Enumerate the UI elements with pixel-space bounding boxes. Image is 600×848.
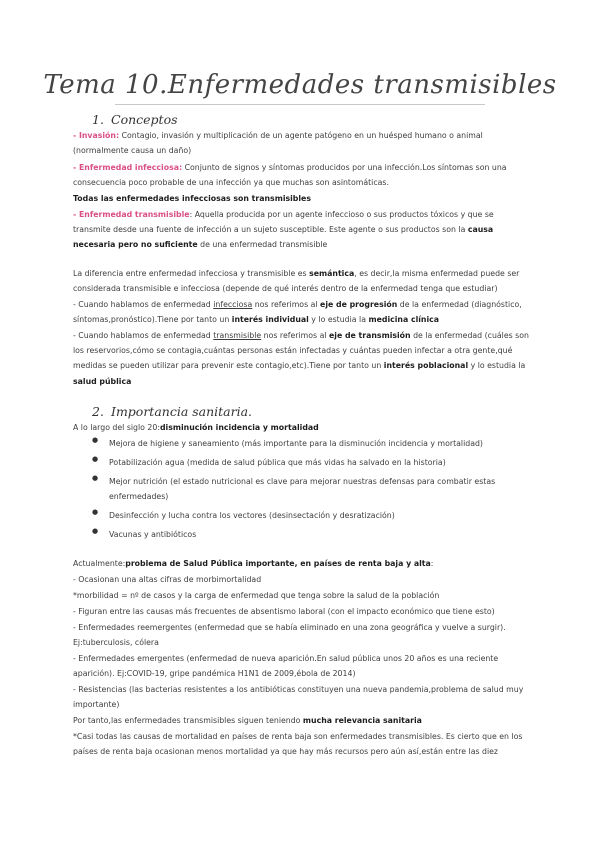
text-invasion: Contagio, invasión y multiplicación de un agente patógeno en un huésped humano o animal (normalmente causa un daño) — [73, 131, 483, 156]
section-1-heading: Conceptos — [111, 112, 178, 127]
title-underline — [115, 104, 485, 105]
relevance-bold: mucha relevancia sanitaria — [302, 716, 422, 725]
list-item: Mejora de higiene y saneamiento (más importante para la disminución incidencia y mortalidad) — [109, 439, 483, 448]
diff-b-bold2: interés individual — [231, 315, 309, 325]
text-transmissible-1: : Aquella producida por un agente infeccioso o sus productos tóxicos y que se transmite desde una fuente de infección a un sujeto susceptible. Este agente o sus productos son la — [73, 210, 494, 235]
diff-c4: y lo estudia la — [468, 361, 526, 371]
line-resistance: - Resistencias (las bacterias resistentes a los antibióticas constituyen una nueva pandemia,problema de salud muy importante) — [73, 685, 524, 710]
currently-statement — [73, 556, 533, 571]
list-item: Potabilización agua (medida de salud pública que más vidas ha salvado en la historia) — [109, 458, 446, 467]
currently-label: Actualmente: — [73, 559, 126, 568]
diff-c-bold1: eje de transmisión — [329, 331, 411, 340]
diff-a1: La diferencia entre enfermedad infecciosa y transmisible es — [73, 269, 310, 278]
definition-invasion — [73, 128, 533, 158]
list-item: Mejor nutrición (el estado nutricional es clave para mejorar nuestras defensas para combatir estas enfermedades) — [109, 477, 496, 502]
section-2-heading: Importancia sanitaria. — [111, 404, 253, 419]
section-2-intro — [73, 420, 533, 435]
line-reemerging: - Enfermedades reemergentes (enfermedad que se había eliminado en una zona geográfica y vuelve a surgir). Ej:tuberculosis, cólera — [73, 623, 506, 648]
paragraph-difference — [73, 266, 533, 296]
diff-c2: nos referimos al — [261, 331, 329, 340]
section-2-number: 2. — [92, 404, 104, 419]
list-item: Vacunas y antibióticos — [109, 530, 197, 539]
definition-infectious — [73, 160, 533, 190]
line-relevance — [73, 713, 533, 728]
diff-a2: , es decir,la misma enfermedad puede ser considerada transmisible e infecciosa (depende de qué interés dentro de la enfermedad tenga que estudiar) — [73, 269, 520, 294]
line-absenteeism: - Figuran entre las causas más frecuentes de absentismo laboral (con el impacto económico que tiene esto) — [73, 607, 495, 616]
text-transmissible-2: de una enfermedad transmisible — [197, 240, 328, 250]
term-infectious: - Enfermedad infecciosa: — [73, 163, 183, 172]
diff-b4: y lo estudia la — [308, 315, 369, 325]
diff-c-bold2: interés poblacional — [383, 361, 469, 371]
term-invasion: - Invasión: — [73, 131, 120, 140]
diff-b-bold1: eje de progresión — [320, 300, 398, 309]
paragraph-transmission-axis — [73, 328, 533, 389]
line-morbimortality: - Ocasionan una altas cifras de morbimortalidad — [73, 575, 262, 584]
intro-text: A lo largo del siglo 20: — [73, 423, 160, 432]
diff-c-bold3: salud pública — [73, 376, 132, 386]
line-morbidity: *morbilidad = nº de casos y la carga de enfermedad que tenga sobre la salud de la población — [73, 591, 440, 600]
relevance-text: Por tanto,las enfermedades transmisibles siguen teniendo — [73, 716, 303, 725]
diff-c-underline: transmisible — [213, 331, 262, 340]
diff-b-bold3: medicina clínica — [368, 315, 440, 325]
bullet-dot: ● — [92, 474, 99, 482]
currently-colon: : — [430, 559, 434, 568]
intro-bold: disminución incidencia y mortalidad — [159, 423, 319, 432]
text-infectious: Conjunto de signos y síntomas producidos por una infección.Los síntomas son una consecuencia poco probable de una infección ya que muchas son asintomáticas. — [73, 163, 507, 188]
term-transmissible: - Enfermedad transmisible — [73, 210, 190, 219]
bold-statement: Todas las enfermedades infecciosas son transmisibles — [73, 194, 311, 203]
paragraph-infectious-axis — [73, 297, 533, 327]
bullet-dot: ● — [92, 436, 99, 444]
line-mortality-note: *Casi todas las causas de mortalidad en países de renta baja son enfermedades transmisibles. Es cierto que en los países de renta baja ocasionan menos mortalidad ya que hay más recursos pero aún así,están entre las diez — [73, 732, 523, 757]
page-title: Tema 10.Enfermedades transmisibles — [43, 70, 557, 100]
diff-b-underline: infecciosa — [213, 300, 253, 309]
diff-b3: de la enfermedad (diagnóstico, síntomas,pronóstico).Tiene por tanto un — [73, 300, 522, 325]
currently-bold: problema de Salud Pública importante, en países de renta baja y alta — [125, 559, 431, 568]
definition-transmissible — [73, 207, 533, 253]
diff-b1: - Cuando hablamos de enfermedad — [73, 300, 214, 309]
diff-b2: nos referimos al — [252, 300, 321, 309]
diff-c1: - Cuando hablamos de enfermedad — [73, 331, 214, 340]
diff-c3: de la enfermedad (cuáles son los reservorios,cómo se contagia,cuántas personas están infectadas y cuántas pueden infectar a otra gente,qué medidas se pueden utilizar para prevenir este contagio,etc).Tiene por tanto un — [73, 331, 529, 371]
bullet-dot: ● — [92, 508, 99, 516]
diff-a-bold: semántica — [309, 269, 355, 278]
bullet-dot: ● — [92, 527, 99, 535]
bullet-dot: ● — [92, 455, 99, 463]
line-emerging: - Enfermedades emergentes (enfermedad de nueva aparición.En salud pública unos 20 años es una reciente aparición). Ej:COVID-19, gripe pandémica H1N1 de 2009,ébola de 2014) — [73, 654, 499, 679]
text-transmissible-bold: causa necesaria pero no suficiente — [73, 225, 494, 250]
section-1-number: 1. — [92, 112, 104, 127]
list-item: Desinfección y lucha contra los vectores (desinsectación y desratización) — [109, 511, 395, 520]
